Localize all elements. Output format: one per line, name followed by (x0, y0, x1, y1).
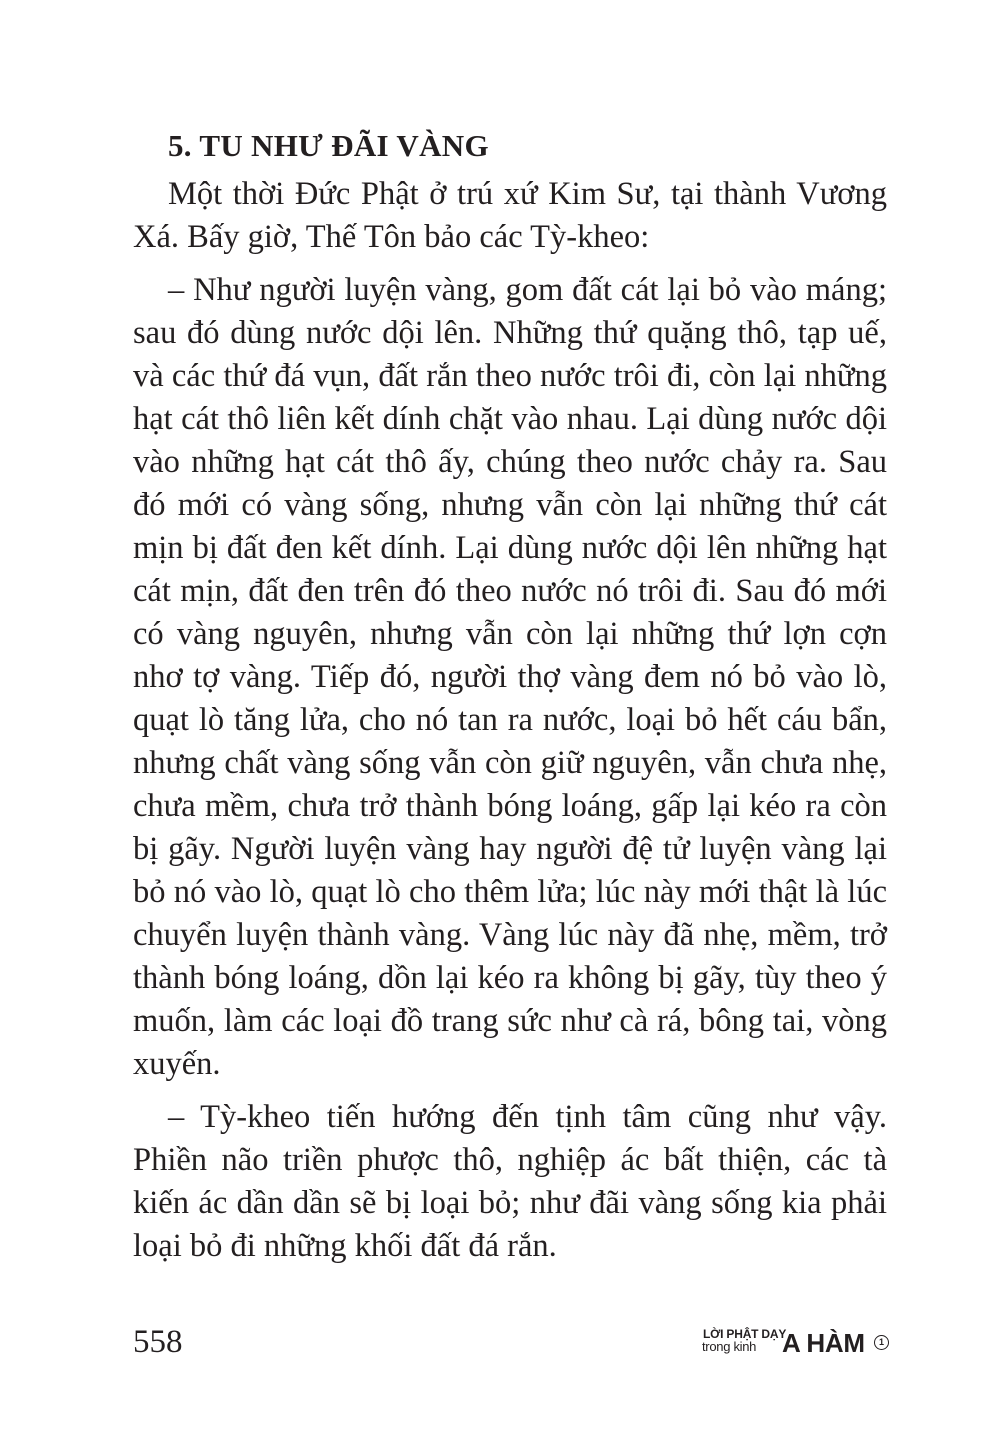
logo-line-2: trong kinh (702, 1339, 757, 1354)
paragraph-1: Một thời Đức Phật ở trú xứ Kim Sư, tại thành Vương Xá. Bấy giờ, Thế Tôn bảo các Tỳ-kheo: (133, 176, 887, 255)
page-content (133, 124, 887, 1278)
volume-badge: 1 (874, 1335, 889, 1350)
section-heading: 5. TU NHƯ ĐÃI VÀNG (168, 128, 489, 163)
paragraph-3: – Tỳ-kheo tiến hướng đến tịnh tâm cũng như vậy. Phiền não triền phược thô, nghiệp ác bất thiện, các tà kiến ác dần dần sẽ bị loại bỏ; như đãi vàng sống kia phải loại bỏ đi những khối đất đá rắn. (133, 1099, 887, 1264)
logo-line-1: LỜI PHẬT DẠY (703, 1327, 787, 1341)
logo-title: A HÀM (782, 1328, 865, 1358)
book-series-logo (702, 1326, 892, 1366)
page-number: 558 (133, 1324, 183, 1360)
paragraph-2: – Như người luyện vàng, gom đất cát lại bỏ vào máng; sau đó dùng nước dội lên. Những thứ quặng thô, tạp uế, và các thứ đá vụn, đất rắn theo nước trôi đi, còn lại những hạt cát thô liên kết dính chặt vào nhau. Lại dùng nước dội vào những hạt cát thô ấy, chúng theo nước chảy ra. Sau đó mới có vàng sống, nhưng vẫn còn lại những thứ cát mịn bị đất đen kết dính. Lại dùng nước dội lên những hạt cát mịn, đất đen trên đó theo nước nó trôi đi. Sau đó mới có vàng nguyên, nhưng vẫn còn lại những thứ lợn cợn nhơ tợ vàng. Tiếp đó, người thợ vàng đem nó bỏ vào lò, quạt lò tăng lửa, cho nó tan ra nước, loại bỏ hết cáu bẩn, nhưng chất vàng sống vẫn còn giữ nguyên, vẫn chưa nhẹ, chưa mềm, chưa trở thành bóng loáng, gấp lại kéo ra còn bị gãy. Người luyện vàng hay người đệ tử luyện vàng lại bỏ nó vào lò, quạt lò cho thêm lửa; lúc này mới thật là lúc chuyển luyện thành vàng. Vàng lúc này đã nhẹ, mềm, trở thành bóng loáng, dồn lại kéo ra không bị gãy, tùy theo ý muốn, làm các loại đồ trang sức như cà rá, bông tai, vòng xuyến. (133, 272, 887, 1082)
